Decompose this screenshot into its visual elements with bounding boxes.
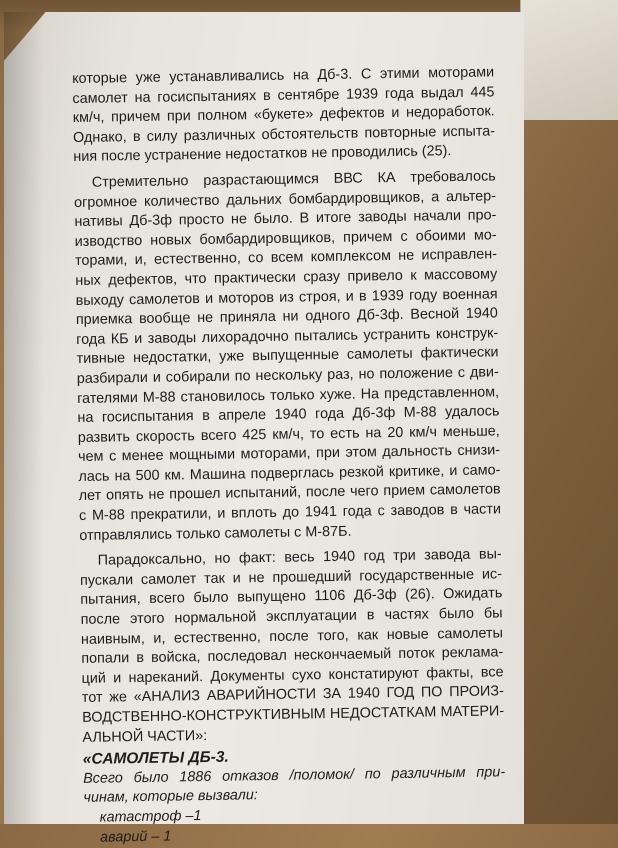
text-line: огромное количество дальних бомбардировщиков, а альтер- bbox=[73, 187, 497, 211]
page-text bbox=[72, 63, 506, 848]
text-line: нативы Дб-3ф просто не было. В итоге заводы начали про- bbox=[74, 207, 497, 231]
text-line: с М-88 прекратили, и вплоть до 1941 года с заводов в части bbox=[78, 501, 502, 525]
text-line: приемка вообще не приняла ни одного Дб-3ф. Весной 1940 bbox=[75, 305, 499, 329]
paragraph bbox=[74, 167, 502, 546]
paragraph bbox=[80, 546, 505, 749]
paragraphs bbox=[72, 63, 505, 748]
text-line: ных дефектов, что практически сразу привело к массовому bbox=[75, 266, 498, 289]
text-line: на госиспытания в апреле 1940 года Дб-3ф М-88 удалось bbox=[77, 403, 500, 427]
background-paper-stack bbox=[520, 0, 618, 120]
italic-line: чинам, которые вызвали: bbox=[83, 787, 258, 807]
italic-line: Всего было 1886 отказов /поломок/ по различным при- bbox=[83, 764, 506, 787]
text-line: изводство новых бомбардировщиков, причем с обоими мо- bbox=[74, 227, 497, 250]
text-line: года КБ и заводы лихорадочно пытались устранить конструк- bbox=[76, 325, 499, 348]
text-line: Стремительно разрастающимся ВВС КА требовалось bbox=[91, 168, 496, 191]
section-heading: «САМОЛЕТЫ ДБ-3. bbox=[82, 748, 229, 769]
text-line: гателями М-88 становилось только хуже. На представленном, bbox=[77, 383, 500, 407]
text-line: ния после устранение недостатков не проводились (25). bbox=[73, 143, 452, 166]
text-line: торами, и, естественно, со всем комплексом не исправлен- bbox=[74, 246, 498, 270]
italic-block bbox=[83, 763, 506, 809]
text-line: тот же «АНАЛИЗ АВАРИЙНОСТИ ЗА 1940 ГОД ПО ПРОИЗ- bbox=[81, 683, 504, 707]
text-line: разбирали и собирали по нескольку раз, но положение с дви- bbox=[76, 364, 499, 387]
text-line: Парадоксально, но факт: весь 1940 год три завода вы- bbox=[97, 546, 502, 569]
text-line: отправлялись только самолеты с М-87Б. bbox=[79, 523, 352, 544]
sub-item: катастроф –1 bbox=[99, 808, 202, 826]
text-line: после этого нормальной эксплуатации в частях было бы bbox=[80, 605, 503, 628]
text-line: км/ч, причем при полном «букете» дефектов и недоработок. bbox=[72, 103, 495, 127]
text-line: лет опять не прошел испытаний, после чего прием самолетов bbox=[78, 481, 501, 505]
text-line: самолет на госиспытаниях в сентябре 1939 года выдал 445 bbox=[72, 83, 495, 107]
text-line: лась на 500 км. Машина подверглась резкой критике, и само- bbox=[78, 462, 501, 485]
paragraph bbox=[72, 63, 495, 168]
text-line: Однако, в силу различных обстоятельств повторные испыта- bbox=[72, 123, 496, 146]
text-line: ций и нареканий. Документы сухо констатируют факты, все bbox=[81, 664, 504, 687]
text-line: тивные недостатки, уже выпущенные самолеты фактически bbox=[76, 344, 499, 368]
text-line: ВОДСТВЕННО-КОНСТРУКТИВНЫМ НЕДОСТАТКАМ МАТЕРИ- bbox=[82, 703, 505, 726]
sub-items bbox=[84, 802, 507, 848]
text-line: попали в войска, последовал нескончаемый поток реклама- bbox=[81, 644, 504, 668]
text-line: развить скорость всего 425 км/ч, то есть на 20 км/ч меньше, bbox=[77, 423, 500, 446]
page-gutter-shadow bbox=[4, 12, 44, 824]
text-line: пытания, всего было выпущено 1106 Дб-3ф (26). Ожидать bbox=[80, 585, 503, 609]
text-line: которые уже устанавливались на Дб-3. С этими моторами bbox=[72, 64, 495, 87]
text-line: АЛЬНОЙ ЧАСТИ»: bbox=[82, 727, 208, 746]
sub-item: аварий – 1 bbox=[99, 828, 172, 846]
text-line: выходу самолетов и моторов из строя, и в 1939 году военная bbox=[75, 285, 498, 309]
text-line: чем с менее мощными моторами, при этом дальность снизи- bbox=[77, 442, 501, 466]
text-line: наивным, и, естественно, после того, как новые самолеты bbox=[80, 624, 504, 648]
text-line: пускали самолет так и не прошедший государственные ис- bbox=[79, 566, 503, 589]
